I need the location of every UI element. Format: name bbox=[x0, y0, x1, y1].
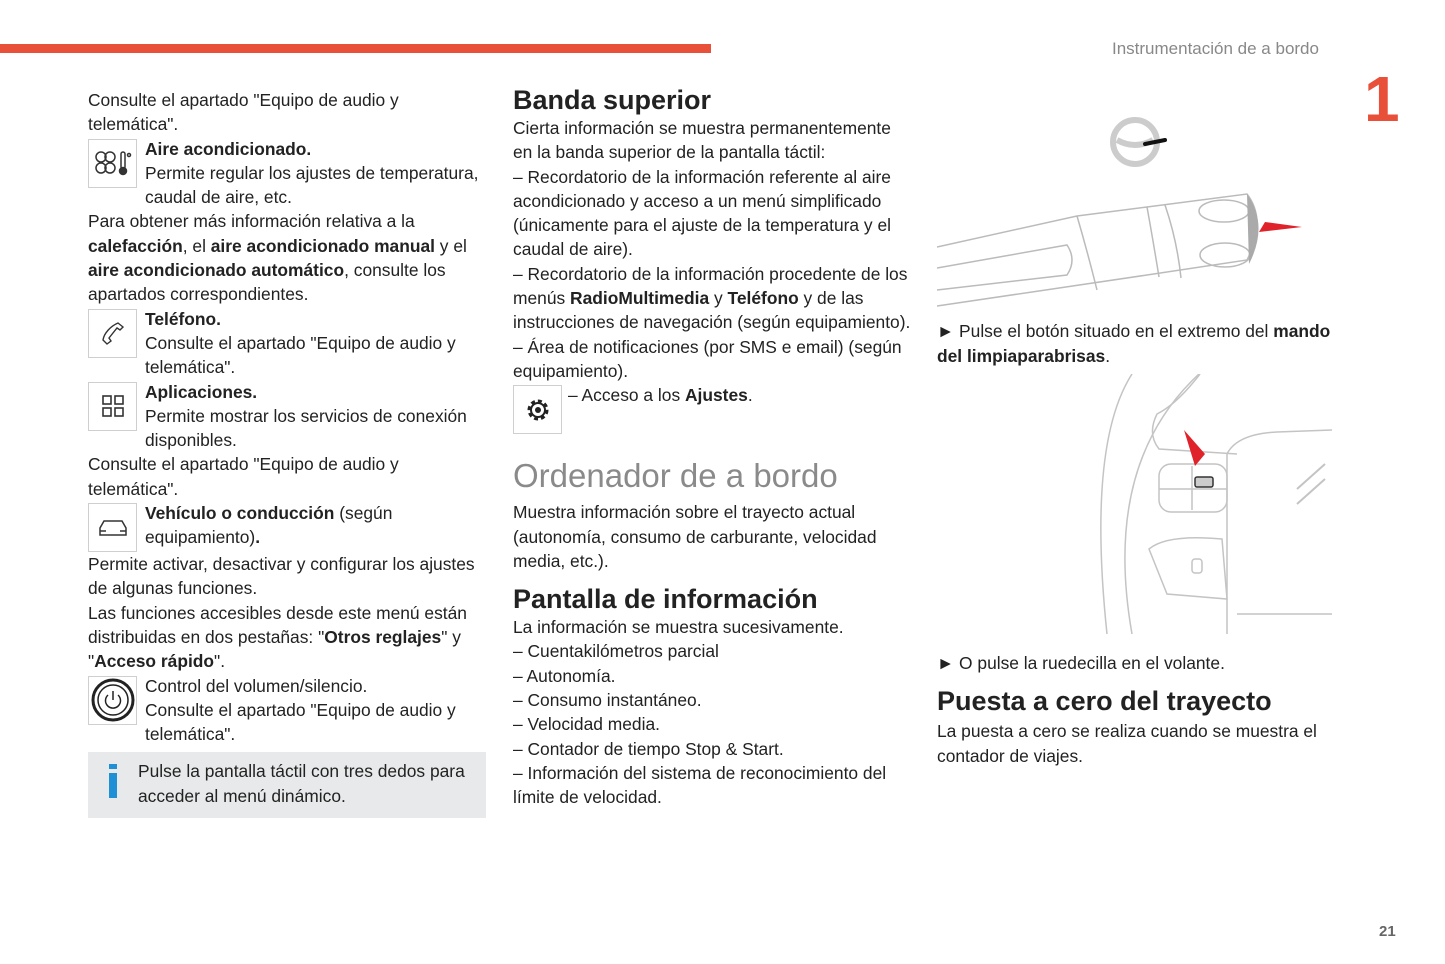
vehicle-text-2: Las funciones accesibles desde este menú están distribuidas en dos pestañas: " bbox=[88, 602, 467, 647]
heading-banda-superior: Banda superior bbox=[513, 85, 712, 115]
vehicle-title: Vehículo o conducción bbox=[145, 503, 335, 524]
list-item: – Información del sistema de reconocimiento del límite de velocidad. bbox=[513, 762, 887, 808]
reset-text: La puesta a cero se realiza cuando se muestra el contador de viajes. bbox=[937, 721, 1317, 766]
banda-item: – Área de notificaciones (por SMS e email) (según equipamiento). bbox=[513, 336, 902, 381]
heading-pantalla: Pantalla de información bbox=[513, 584, 818, 615]
ac-text: Permite regular los ajustes de temperatura, caudal de aire, etc. bbox=[145, 162, 479, 208]
ac-more-4: , consulte los apartados correspondientes. bbox=[88, 260, 446, 305]
vehicle-text: Permite activar, desactivar y configurar los ajustes de algunas funciones. bbox=[88, 554, 475, 599]
list-item: – Cuentakilómetros parcial bbox=[513, 641, 719, 662]
volume-text-2: Consulte el apartado "Equipo de audio y telemática". bbox=[145, 699, 456, 745]
apps-section bbox=[88, 380, 486, 501]
chapter-number: 1 bbox=[1364, 63, 1400, 135]
ac-more: Para obtener más información relativa a la bbox=[88, 211, 415, 232]
apps-grid-icon bbox=[88, 382, 137, 431]
heading-puesta-a-cero: Puesta a cero del trayecto bbox=[937, 686, 1272, 717]
phone-section bbox=[88, 307, 486, 380]
tab-acceso-rapido: Acceso rápido bbox=[94, 651, 215, 672]
phone-title: Teléfono. bbox=[145, 308, 221, 329]
intro-text: Consulte el apartado "Equipo de audio y telemática". bbox=[88, 90, 399, 135]
wiper-stalk-illustration bbox=[937, 110, 1332, 310]
heading-ordenador: Ordenador de a bordo bbox=[513, 457, 838, 495]
step-wheel: ► O pulse la ruedecilla en el volante. bbox=[937, 653, 1225, 674]
phone-icon bbox=[88, 309, 137, 358]
volume-section bbox=[88, 674, 486, 747]
info-text: Pulse la pantalla táctil con tres dedos para acceder al menú dinámico. bbox=[138, 761, 465, 806]
ordenador-text: Muestra información sobre el trayecto actual (autonomía, consumo de carburante, velocidad media, etc.). bbox=[513, 502, 877, 571]
ac-more-2: , el bbox=[182, 235, 211, 256]
list-item: – Consumo instantáneo. bbox=[513, 690, 702, 711]
banda-item: – Recordatorio de la información referente al aire acondicionado y acceso a un menú simplificado (únicamente para el ajuste de la temperatura y el caudal de aire). bbox=[513, 166, 891, 260]
banda-intro: Cierta información se muestra permanentemente en la banda superior de la pantalla táctil: bbox=[513, 118, 891, 163]
ac-bold-2: aire acondicionado manual bbox=[210, 235, 435, 256]
ac-bold-3: aire acondicionado automático bbox=[88, 260, 345, 281]
apps-text: Permite mostrar los servicios de conexión disponibles. bbox=[145, 405, 467, 451]
fan-thermometer-icon bbox=[88, 139, 137, 188]
right-column bbox=[937, 110, 1332, 768]
vehicle-dot: . bbox=[255, 527, 261, 548]
ac-section bbox=[88, 137, 486, 307]
apps-text-2: Consulte el apartado "Equipo de audio y telemática". bbox=[88, 454, 399, 499]
volume-text: Control del volumen/silencio. bbox=[145, 675, 368, 696]
banda-item: – Recordatorio de la información procedente de los menús RadioMultimedia y Teléfono y de las instrucciones de navegación (según equipamiento). bbox=[513, 263, 911, 333]
tab-otros-reglajes: Otros reglajes bbox=[324, 626, 442, 647]
power-icon bbox=[88, 676, 137, 725]
list-item: – Contador de tiempo Stop & Start. bbox=[513, 738, 784, 759]
steering-wheel-illustration bbox=[937, 374, 1332, 639]
pantalla-intro: La información se muestra sucesivamente. bbox=[513, 617, 844, 638]
middle-column bbox=[513, 84, 913, 810]
list-item: – Autonomía. bbox=[513, 665, 616, 686]
vehicle-suffix: (según equipamiento) bbox=[145, 503, 393, 548]
banda-item-settings: – Acceso a los Ajustes. bbox=[513, 383, 913, 407]
ac-bold-1: calefacción bbox=[88, 235, 183, 256]
ac-title: Aire acondicionado. bbox=[145, 138, 312, 159]
page-number: 21 bbox=[1379, 923, 1396, 940]
apps-title: Aplicaciones. bbox=[145, 381, 258, 402]
car-icon bbox=[88, 503, 137, 552]
section-title: Instrumentación de a bordo bbox=[1112, 39, 1319, 58]
step-wiper: ► Pulse el botón situado en el extremo del mando del limpiaparabrisas. bbox=[937, 321, 1331, 366]
phone-text: Consulte el apartado "Equipo de audio y telemática". bbox=[145, 332, 456, 378]
left-column bbox=[88, 88, 486, 818]
list-item: – Velocidad media. bbox=[513, 714, 660, 735]
header-accent-bar bbox=[0, 44, 711, 53]
info-box bbox=[88, 752, 486, 818]
ac-more-3: y el bbox=[434, 235, 467, 256]
vehicle-text-4: ". bbox=[214, 651, 226, 672]
vehicle-section bbox=[88, 501, 486, 673]
info-icon bbox=[108, 764, 118, 798]
vehicle-text-3: " y " bbox=[88, 626, 461, 672]
gear-icon bbox=[513, 385, 562, 434]
